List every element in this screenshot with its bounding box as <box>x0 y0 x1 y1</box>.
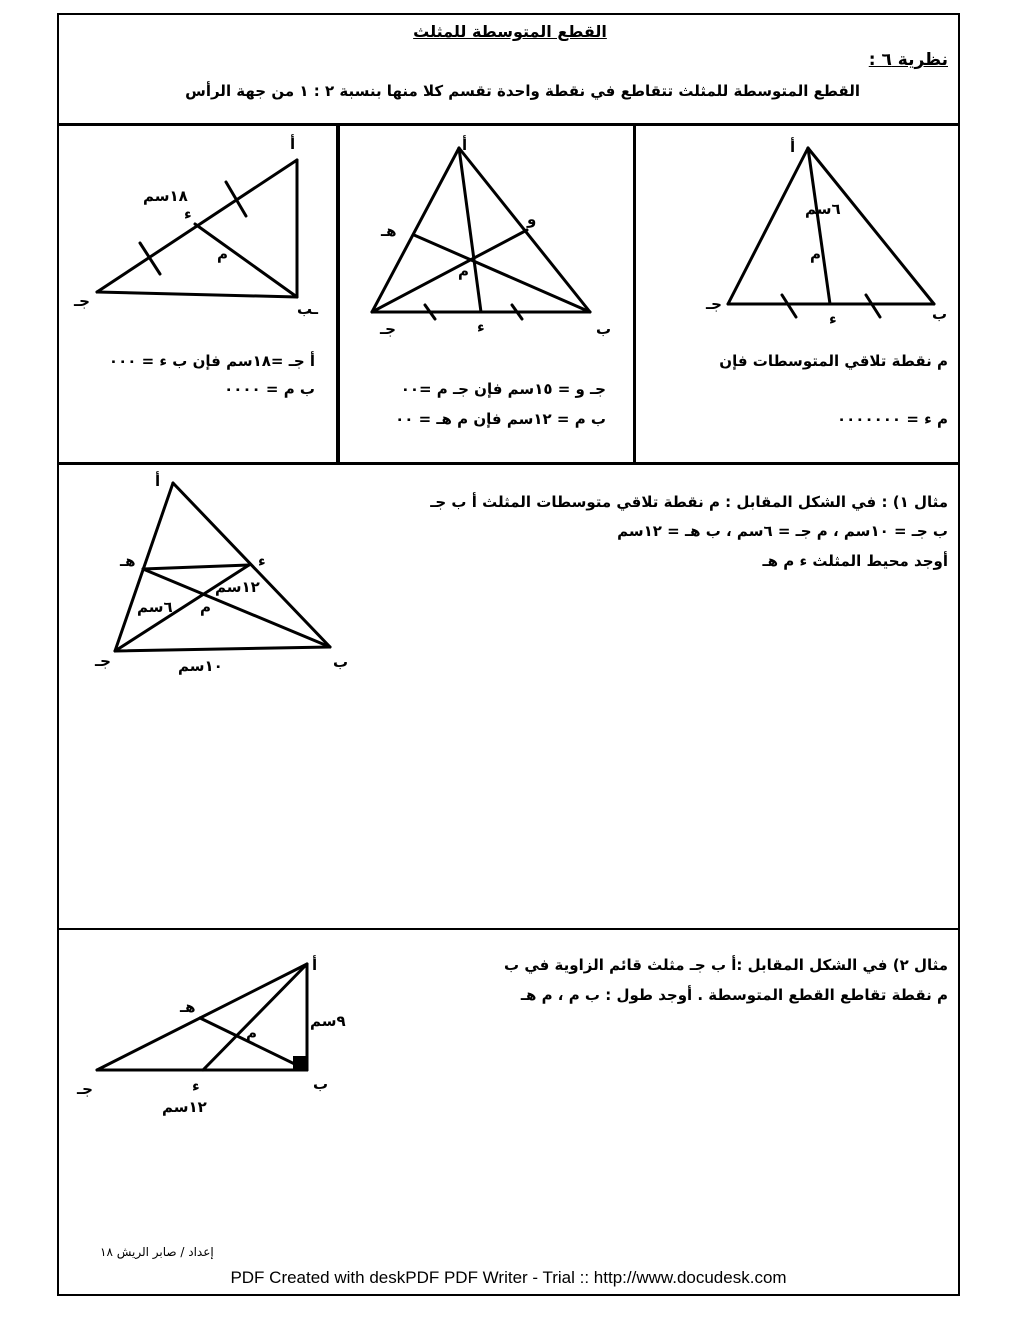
theorem-label: نظرية ٦ : <box>868 50 948 70</box>
label-a: أ <box>290 135 296 153</box>
triangle-middle-panel <box>372 148 590 319</box>
label-b: ـب <box>297 300 319 318</box>
label-a: أ <box>155 472 161 490</box>
panel-middle-line1: جـ و = ١٥سم فإن جـ م =٠٠ <box>400 380 606 398</box>
label-b: ب <box>333 653 349 671</box>
label-a: أ <box>462 136 468 154</box>
label-e: ء <box>477 318 485 336</box>
label-h: هـ <box>180 998 196 1016</box>
label-b: ب <box>932 305 948 323</box>
label-6cm: ٦سم <box>137 598 173 616</box>
example1-line1: مثال ١) : في الشكل المقابل : م نقطة تلاقي متوسطات المثلث أ ب جـ <box>430 493 948 511</box>
pdf-notice: PDF Created with deskPDF PDF Writer - Trial :: http://www.docudesk.com <box>230 1268 787 1287</box>
label-b: ب <box>313 1075 329 1093</box>
panel-right-line1: م نقطة تلاقي المتوسطات فإن <box>719 352 948 370</box>
label-m: م <box>246 1024 257 1042</box>
author-credit: إعداد / صابر الريش ١٨ <box>100 1245 214 1259</box>
panel-middle-line2: ب م = ١٢سم فإن م هـ = ٠٠ <box>395 410 606 428</box>
label-b: ب <box>596 320 612 338</box>
label-12cm: ١٢سم <box>162 1098 207 1116</box>
label-j: جـ <box>380 320 396 338</box>
panel-right-line2: م ء = ٠٠٠٠٠٠٠ <box>837 410 948 428</box>
label-m: م <box>217 245 228 263</box>
label-m: م <box>200 598 211 616</box>
example2-line2: م نقطة تقاطع القطع المتوسطة . أوجد طول : ب م ، م هـ <box>520 986 948 1004</box>
label-e: ء <box>192 1077 200 1095</box>
label-m: م <box>458 262 469 280</box>
label-j: جـ <box>95 652 111 670</box>
triangle-example-2 <box>97 964 307 1070</box>
label-m: م <box>810 245 821 263</box>
label-12cm: ١٢سم <box>215 578 260 596</box>
triangle-right-panel <box>728 148 934 317</box>
label-a: أ <box>312 956 318 974</box>
label-length: ١٨سم <box>143 187 188 205</box>
label-j: جـ <box>706 295 722 313</box>
example1-line3: أوجد محيط المثلث ء م هـ <box>762 552 948 570</box>
label-length: ٦سم <box>805 200 841 218</box>
label-e: ء <box>258 552 266 570</box>
right-angle-marker <box>293 1056 307 1070</box>
label-10cm: ١٠سم <box>178 657 223 675</box>
label-9cm: ٩سم <box>310 1012 346 1030</box>
label-h: هـ <box>381 222 397 240</box>
label-e: ء <box>184 205 192 223</box>
label-a: أ <box>790 138 796 156</box>
panel-left-line2: ب م = ٠٠٠٠ <box>224 380 315 398</box>
label-h: هـ <box>120 552 136 570</box>
example2-line1: مثال ٢) في الشكل المقابل :أ ب جـ مثلث قائم الزاوية في ب <box>504 956 948 974</box>
label-j: جـ <box>77 1080 93 1098</box>
label-w: و <box>527 210 537 228</box>
triangle-example-1 <box>115 483 330 651</box>
triangle-left-panel <box>97 160 297 297</box>
panel-left-line1: أ جـ =١٨سم فإن ب ء = ٠٠٠ <box>108 352 315 370</box>
page-title: القطع المتوسطة للمثلث <box>413 22 607 41</box>
label-e: ء <box>829 310 837 328</box>
example1-line2: ب جـ = ١٠سم ، م جـ = ٦سم ، ب هـ = ١٢سم <box>617 522 948 540</box>
theorem-text: القطع المتوسطة للمثلث تتقاطع في نقطة واحدة تقسم كلا منها بنسبة ٢ : ١ من جهة الرأس <box>185 82 860 100</box>
label-j: جـ <box>74 292 90 310</box>
